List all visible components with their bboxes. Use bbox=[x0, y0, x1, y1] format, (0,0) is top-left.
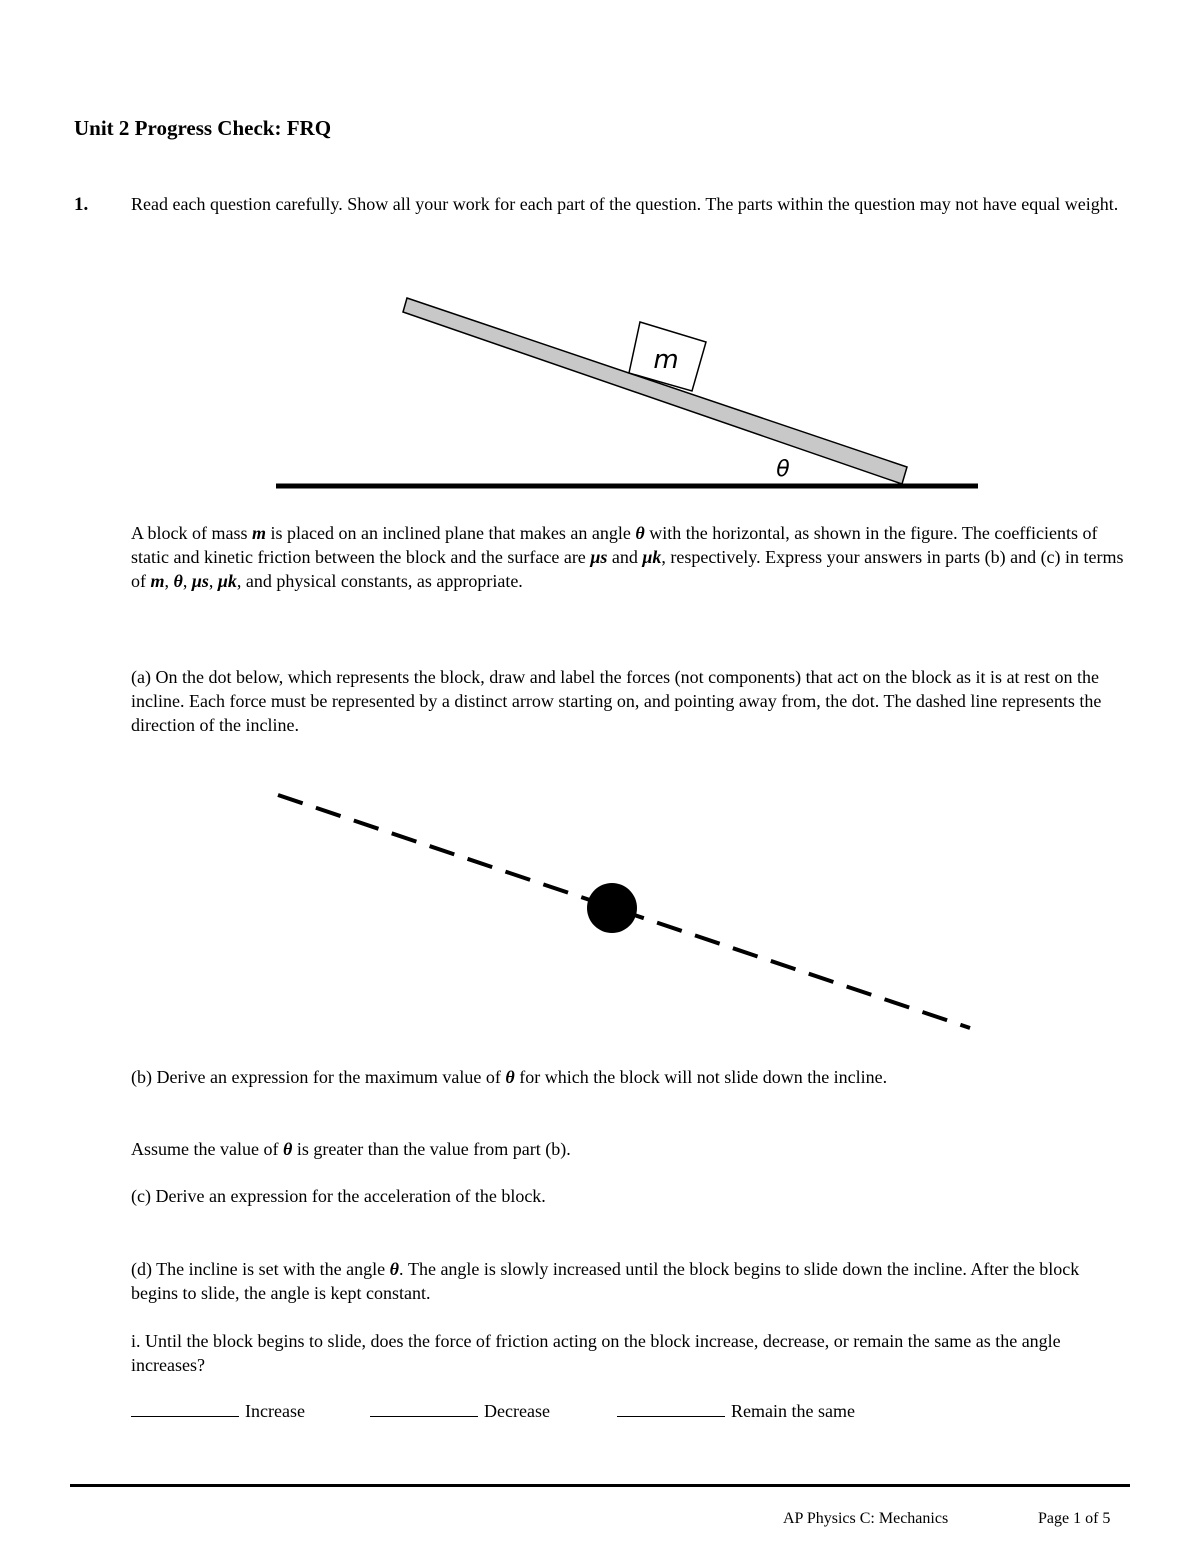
part-b-text: (b) Derive an expression for the maximum value of θ for which the block will not slide down the incline. bbox=[131, 1067, 888, 1087]
choice-remain-same[interactable]: Remain the same bbox=[617, 1398, 855, 1422]
part-a-text: (a) On the dot below, which represents the block, draw and label the forces (not components) that act on the block as it is at rest on the incline. Each force must be represented by a distinct arrow starting on, and pointing away from, the dot. The dashed line represents the direction of the incline. bbox=[131, 667, 1102, 735]
angle-label: θ bbox=[776, 457, 790, 482]
question-number: 1. bbox=[74, 194, 89, 215]
answer-blank[interactable] bbox=[617, 1398, 725, 1417]
block-dot[interactable] bbox=[587, 883, 637, 933]
footer-page-number: Page 1 of 5 bbox=[1038, 1510, 1111, 1527]
theta-symbol: θ bbox=[635, 523, 645, 543]
part-d-i-text: i. Until the block begins to slide, does the force of friction acting on the block increase, decrease, or remain the same as the angle increases? bbox=[131, 1331, 1061, 1375]
choice-decrease[interactable]: Decrease bbox=[370, 1398, 550, 1422]
page-title: Unit 2 Progress Check: FRQ bbox=[74, 116, 332, 140]
footer-course: AP Physics C: Mechanics bbox=[783, 1510, 949, 1527]
footer-divider bbox=[70, 1484, 1130, 1487]
mu-s-symbol: μs bbox=[590, 547, 608, 567]
mu-k-symbol: μk bbox=[642, 547, 662, 567]
intro-paragraph: A block of mass m is placed on an inclined plane that makes an angle θ with the horizontal, as shown in the figure. The coefficients of static and kinetic friction between the block and the surface are μs and μk, respectively. Express your answers in parts (b) and (c) in terms of m, θ, μs, μk, and physical constants, as appropriate. bbox=[131, 523, 1124, 591]
answer-blank[interactable] bbox=[131, 1398, 239, 1417]
assumption-text: Assume the value of θ is greater than the value from part (b). bbox=[131, 1139, 571, 1159]
part-c-text: (c) Derive an expression for the acceleration of the block. bbox=[131, 1186, 546, 1206]
answer-blank[interactable] bbox=[370, 1398, 478, 1417]
incline-figure bbox=[0, 0, 1200, 520]
mass-symbol: m bbox=[252, 523, 267, 543]
question-instructions: Read each question carefully. Show all your work for each part of the question. The parts within the question may not have equal weight. bbox=[131, 194, 1119, 214]
part-d-text: (d) The incline is set with the angle θ. The angle is slowly increased until the block begins to slide down the incline. After the block begins to slide, the angle is kept constant. bbox=[131, 1259, 1080, 1303]
free-body-figure bbox=[0, 760, 1200, 1060]
block-label: m bbox=[653, 345, 679, 375]
choice-increase[interactable]: Increase bbox=[131, 1398, 305, 1422]
